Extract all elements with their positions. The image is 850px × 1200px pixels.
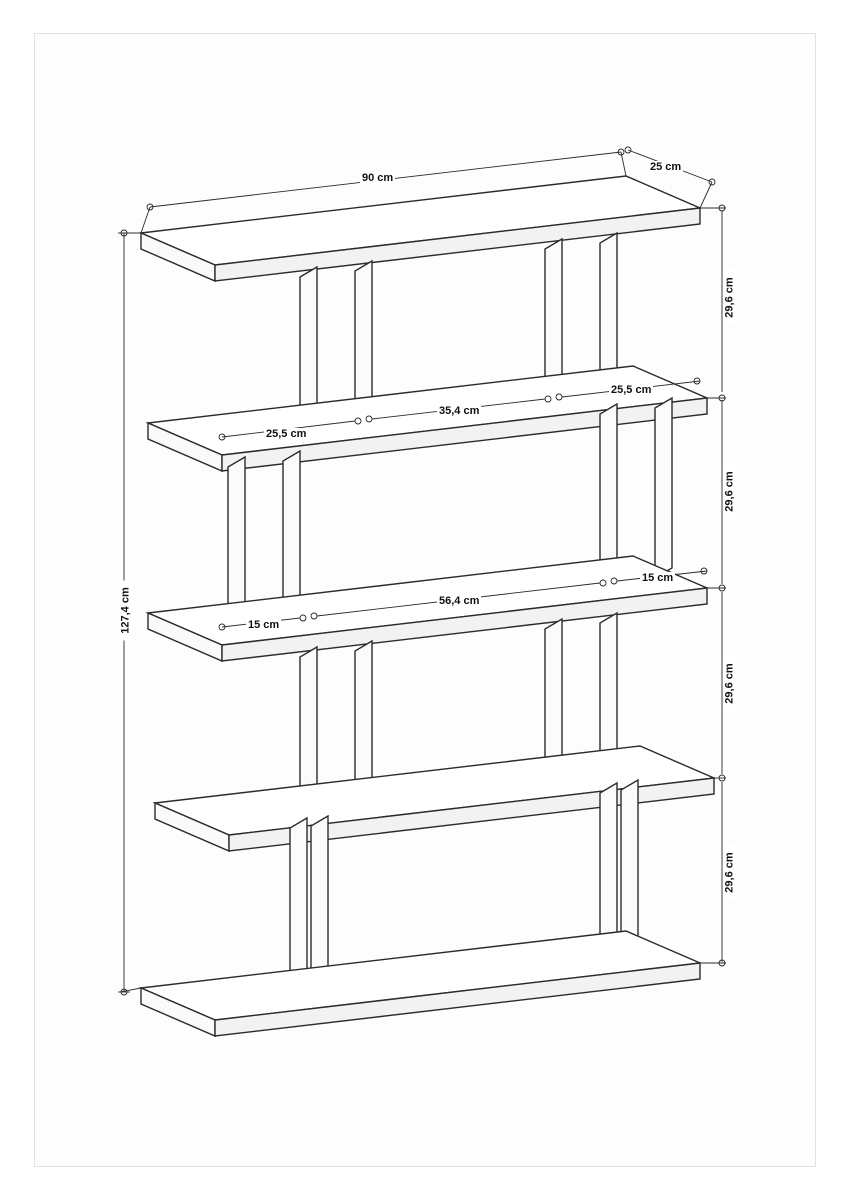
- dimension-label-bay-c-top: 25,5 cm: [611, 384, 652, 396]
- dimension-label-height: 127,4 cm: [120, 581, 133, 641]
- dimension-label-bay-left-lower: 15 cm: [248, 619, 280, 631]
- shelf-second: [148, 366, 707, 471]
- dimension-label-bay-b-top: 35,4 cm: [439, 405, 480, 417]
- dimension-label-depth: 25 cm: [650, 161, 682, 173]
- dimension-label-bay-right-lower: 15 cm: [642, 572, 674, 584]
- dimension-label-gap-2: 29,6 cm: [724, 464, 737, 520]
- dimension-label-gap-1: 29,6 cm: [724, 270, 737, 326]
- dimension-label-width: 90 cm: [362, 172, 394, 184]
- dimension-label-bay-mid-lower: 56,4 cm: [439, 595, 480, 607]
- dimension-label-gap-3: 29,6 cm: [724, 656, 737, 712]
- dimension-label-gap-4: 29,6 cm: [724, 845, 737, 901]
- shelf-bottom: [141, 931, 700, 1036]
- dimension-label-bay-a-top: 25,5 cm: [266, 428, 307, 440]
